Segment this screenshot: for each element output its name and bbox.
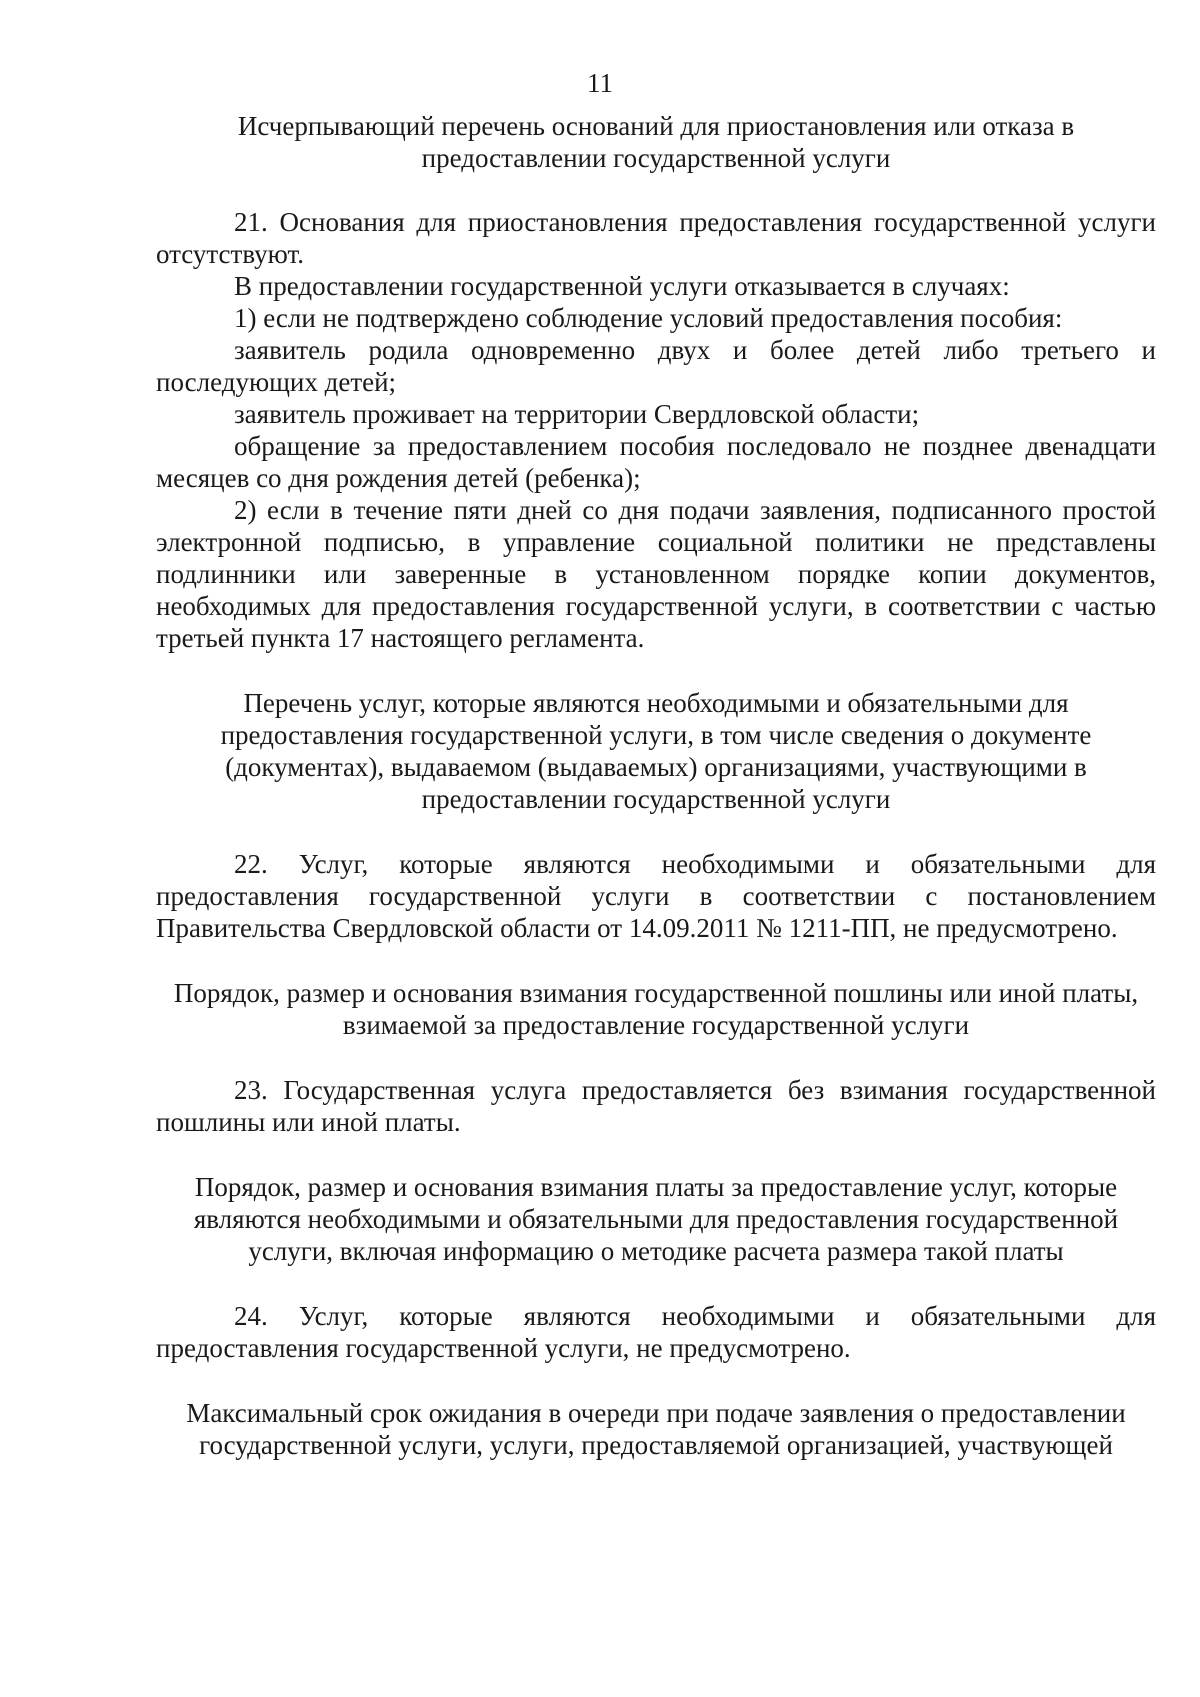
section-heading-queue-time: Максимальный срок ожидания в очереди при подаче заявления о предоставлении государственной услуги, услуги, предоставляемой организацией, участвующей bbox=[186, 1398, 1126, 1460]
paragraph-condition-children: заявитель родила одновременно двух и более детей либо третьего и последующих детей; bbox=[156, 335, 1156, 397]
paragraph-24: 24. Услуг, которые являются необходимыми и обязательными для предоставления государственной услуги, не предусмотрено. bbox=[156, 1301, 1156, 1363]
paragraph-condition-1: 1) если не подтверждено соблюдение условий предоставления пособия: bbox=[234, 303, 1063, 333]
paragraph-refusal-cases: В предоставлении государственной услуги отказывается в случаях: bbox=[234, 271, 1010, 301]
document-body bbox=[156, 110, 1156, 1461]
paragraph-23: 23. Государственная услуга предоставляется без взимания государственной пошлины или иной платы. bbox=[156, 1075, 1156, 1137]
section-heading-refusal-grounds: Исчерпывающий перечень оснований для приостановления или отказа в предоставлении государственной услуги bbox=[237, 111, 1075, 173]
paragraph-22: 22. Услуг, которые являются необходимыми и обязательными для предоставления государственной услуги в соответствии с постановлением Правительства Свердловской области от 14.09.2011 № 1211-ПП, не предусмотрено. bbox=[156, 849, 1156, 943]
section-heading-state-fee: Порядок, размер и основания взимания государственной пошлины или иной платы, взимаемой за предоставление государственной услуги bbox=[173, 978, 1139, 1040]
paragraph-21: 21. Основания для приостановления предоставления государственной услуги отсутствуют. bbox=[156, 207, 1156, 269]
paragraph-condition-2: 2) если в течение пяти дней со дня подачи заявления, подписанного простой электронной подписью, в управление социальной политики не представлены подлинники или заверенные в установленном порядке копии документов, необходимых для предоставления государственной услуги, в соответствии с частью третьей пункта 17 настоящего регламента. bbox=[156, 495, 1156, 653]
section-heading-service-fee: Порядок, размер и основания взимания платы за предоставление услуг, которые являются необходимыми и обязательными для предоставления государственной услуги, включая информацию о методике расчета размера такой платы bbox=[193, 1172, 1119, 1266]
paragraph-condition-deadline: обращение за предоставлением пособия последовало не позднее двенадцати месяцев со дня рождения детей (ребенка); bbox=[156, 431, 1156, 493]
page-number: 11 bbox=[587, 68, 613, 98]
paragraph-condition-residence: заявитель проживает на территории Свердловской области; bbox=[234, 399, 920, 429]
section-heading-required-services: Перечень услуг, которые являются необходимыми и обязательными для предоставления государственной услуги, в том числе сведения о документе (документах), выдаваемом (выдаваемых) организациями, участвующими в предоставлении государственной услуги bbox=[220, 688, 1092, 814]
